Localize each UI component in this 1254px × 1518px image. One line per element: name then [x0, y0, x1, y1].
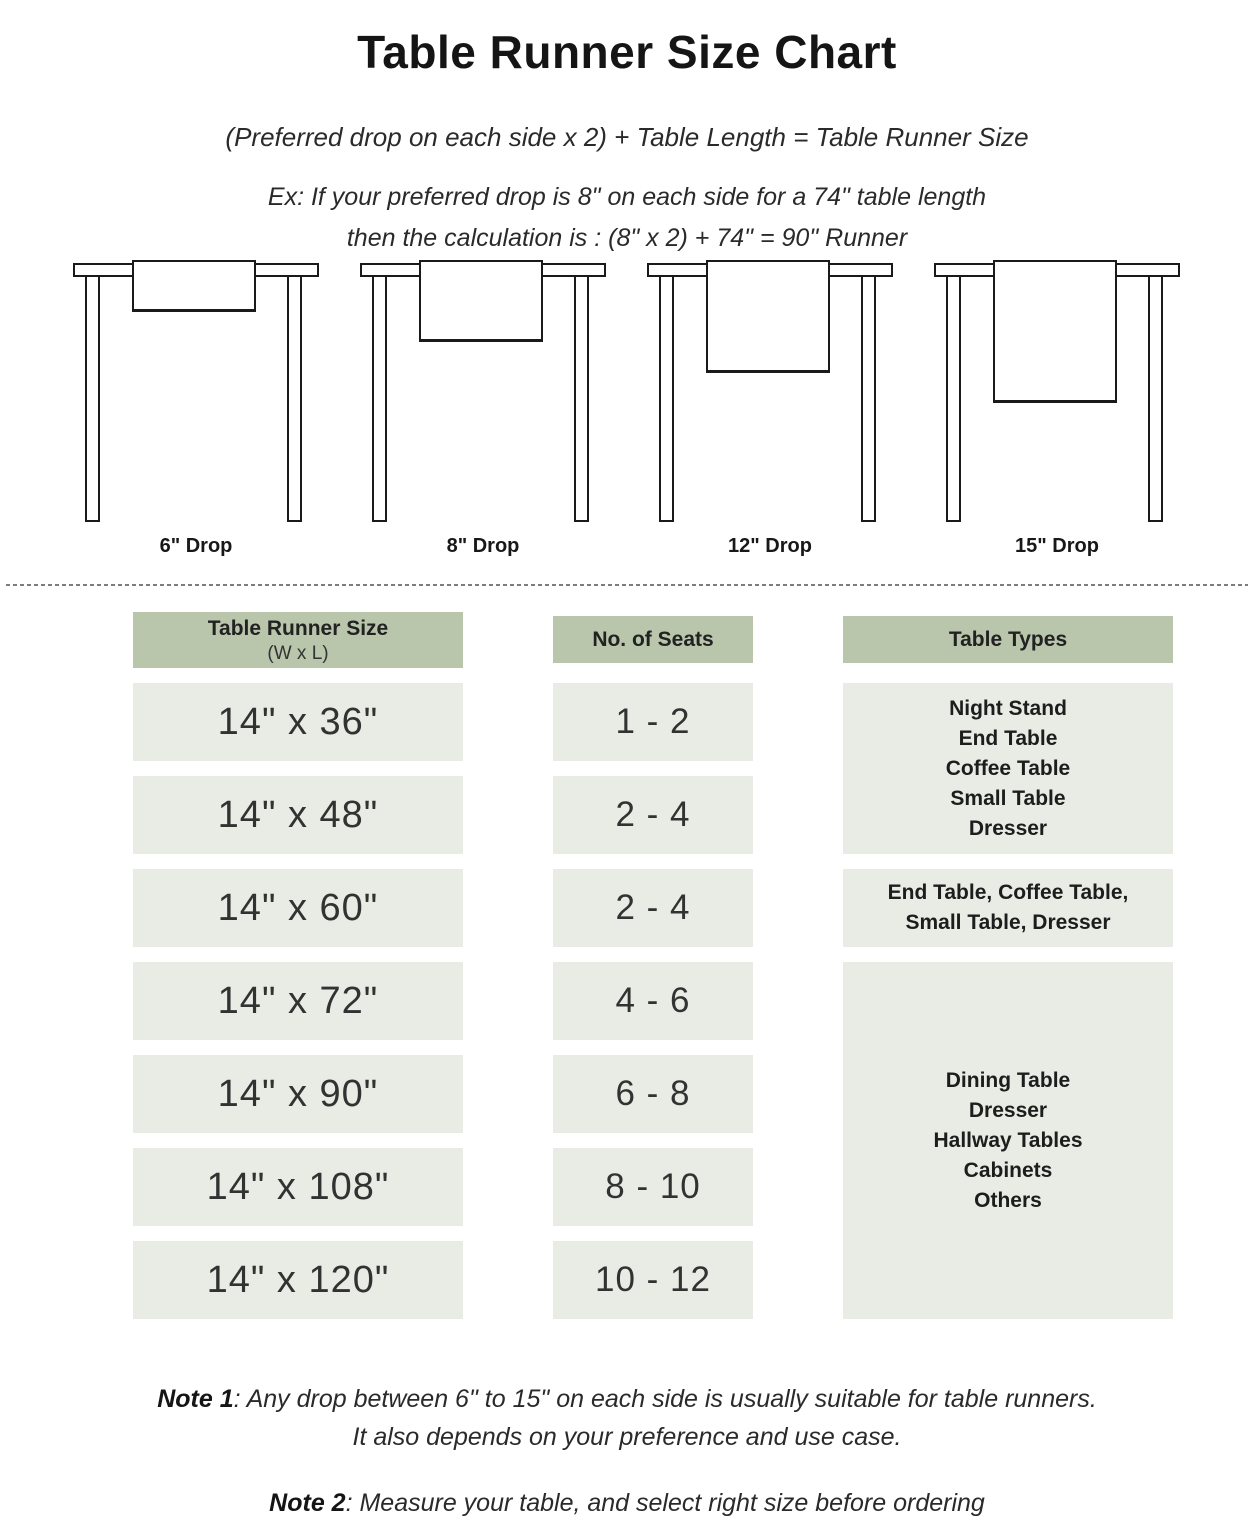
table-type: Dresser — [968, 816, 1048, 840]
seats-value: 2 - 4 — [615, 888, 691, 927]
seats-cell — [553, 1241, 753, 1319]
table-type: Dresser — [968, 1098, 1048, 1122]
column-header-size-subtitle: (W x L) — [267, 642, 329, 664]
size-cell — [133, 1055, 463, 1133]
seats-value: 6 - 8 — [615, 1074, 691, 1113]
seats-cell — [553, 1055, 753, 1133]
table-type: Small Table, Dresser — [905, 911, 1111, 934]
size-cell — [133, 1148, 463, 1226]
column-header-size-title: Table Runner Size — [207, 616, 389, 640]
table-type: Others — [974, 1188, 1042, 1212]
table-types-cell-large-tables — [843, 962, 1173, 1319]
size-value: 14" x 108" — [206, 1165, 390, 1208]
size-cell — [133, 1241, 463, 1319]
table-type: Cabinets — [963, 1158, 1053, 1182]
note-2-label: Note 2 — [269, 1489, 346, 1517]
size-value: 14" x 48" — [217, 793, 379, 836]
seats-cell — [553, 1148, 753, 1226]
note-1-line-2: It also depends on your preference and use case. — [352, 1423, 902, 1451]
column-header-types — [843, 616, 1173, 663]
size-value: 14" x 60" — [217, 886, 379, 929]
drop-label: 8" Drop — [446, 535, 520, 557]
page-title: Table Runner Size Chart — [357, 25, 897, 78]
formula-text: (Preferred drop on each side x 2) + Table Length = Table Runner Size — [225, 122, 1029, 152]
table-leg — [85, 275, 100, 522]
size-value: 14" x 90" — [217, 1072, 379, 1115]
size-cell — [133, 869, 463, 947]
runner-rect — [132, 260, 256, 312]
table-leg — [659, 275, 674, 522]
size-cell — [133, 776, 463, 854]
note-2-text: : Measure your table, and select right size before ordering — [345, 1489, 985, 1517]
note-1-text: : Any drop between 6" to 15" on each side is usually suitable for table runners. — [233, 1385, 1097, 1413]
example-line-1: Ex: If your preferred drop is 8" on each side for a 74" table length — [267, 183, 987, 211]
column-header-size — [133, 612, 463, 668]
table-type: Night Stand — [949, 696, 1067, 720]
table-illustration-6in-drop — [73, 255, 319, 565]
table-leg — [372, 275, 387, 522]
seats-cell — [553, 683, 753, 761]
column-header-types-title: Table Types — [948, 628, 1068, 651]
runner-rect — [993, 260, 1117, 403]
size-value: 14" x 72" — [217, 979, 379, 1022]
size-cell — [133, 683, 463, 761]
seats-value: 2 - 4 — [615, 795, 691, 834]
table-type: Small Table — [950, 786, 1066, 810]
note-1-line-1 — [0, 1385, 1254, 1414]
example-line-2: then the calculation is : (8" x 2) + 74" = 90" Runner — [346, 224, 908, 252]
dashed-divider — [6, 584, 1248, 586]
size-cell — [133, 962, 463, 1040]
note-1-label: Note 1 — [157, 1385, 234, 1413]
table-type: Hallway Tables — [933, 1128, 1083, 1152]
table-leg — [574, 275, 589, 522]
size-value: 14" x 36" — [217, 700, 379, 743]
drop-label: 12" Drop — [728, 535, 812, 557]
column-header-seats — [553, 616, 753, 663]
seats-cell — [553, 869, 753, 947]
table-leg — [1148, 275, 1163, 522]
table-illustration-12in-drop — [647, 255, 893, 565]
seats-cell — [553, 962, 753, 1040]
table-types-cell-medium-tables — [843, 869, 1173, 947]
note-2 — [0, 1489, 1254, 1518]
seats-cell — [553, 776, 753, 854]
table-illustration-8in-drop — [360, 255, 606, 565]
column-header-seats-title: No. of Seats — [592, 628, 714, 651]
table-types-cell-small-tables — [843, 683, 1173, 854]
table-illustration-15in-drop — [934, 255, 1180, 565]
table-leg — [287, 275, 302, 522]
runner-rect — [419, 260, 543, 342]
seats-value: 1 - 2 — [615, 702, 691, 741]
drop-label: 6" Drop — [159, 535, 233, 557]
table-type: Dining Table — [945, 1068, 1071, 1092]
table-type: End Table, Coffee Table, — [887, 881, 1129, 904]
seats-value: 4 - 6 — [615, 981, 691, 1020]
drop-label: 15" Drop — [1015, 535, 1099, 557]
table-leg — [861, 275, 876, 522]
seats-value: 8 - 10 — [605, 1167, 701, 1206]
runner-rect — [706, 260, 830, 373]
table-type: End Table — [958, 726, 1058, 750]
table-leg — [946, 275, 961, 522]
seats-value: 10 - 12 — [595, 1260, 711, 1299]
size-value: 14" x 120" — [206, 1258, 390, 1301]
table-type: Coffee Table — [945, 756, 1071, 780]
